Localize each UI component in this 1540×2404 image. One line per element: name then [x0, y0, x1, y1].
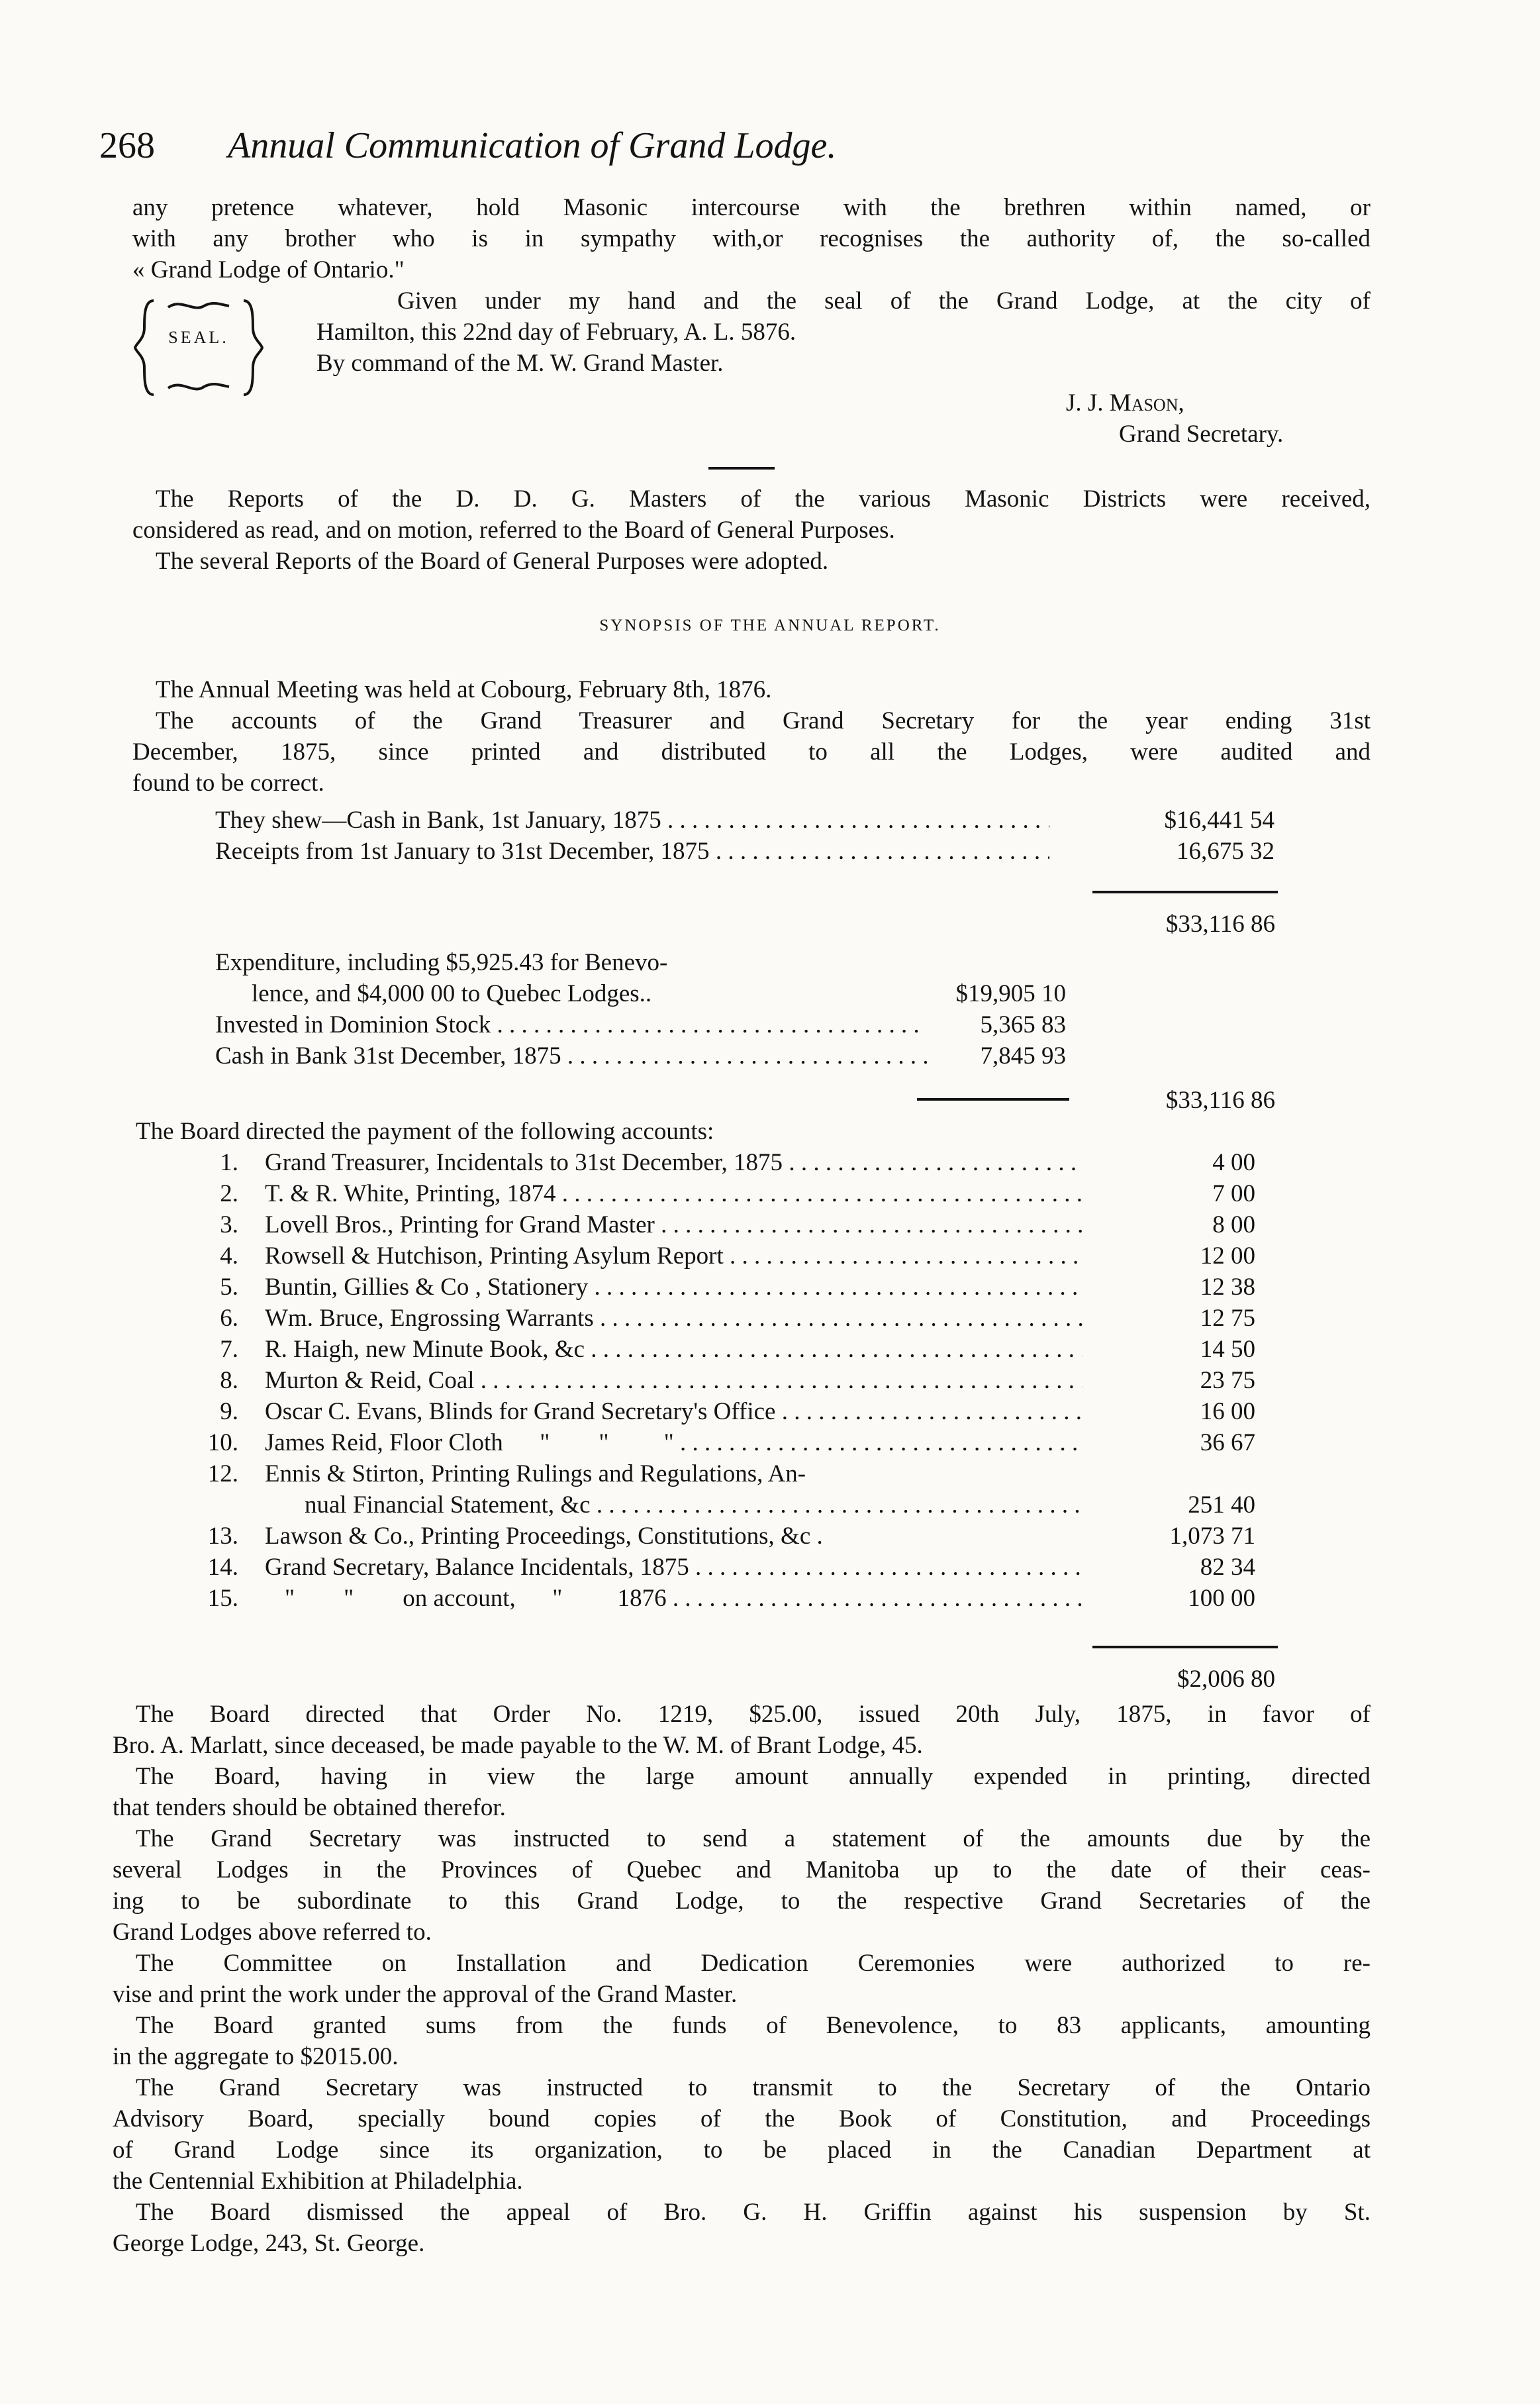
account-desc: Wm. Bruce, Engrossing Warrants . . . — [265, 1303, 1083, 1334]
account-row — [0, 1147, 1540, 1178]
receipts-cash-label: They shew—Cash in Bank, 1st January, 1875 . . . — [215, 805, 1049, 836]
account-number: 5. — [220, 1274, 238, 1301]
reports-line: The Reports of the D. D. G. Masters of the various Masonic Districts were received, — [156, 485, 1371, 513]
account-amount: 1,073 71 — [1169, 1523, 1255, 1550]
closing-line: The Board dismissed the appeal of Bro. G. H. Griffin against his suspension by St. — [136, 2199, 1371, 2226]
closing-line: Bro. A. Marlatt, since deceased, be made payable to the W. M. of Brant Lodge, 45. — [113, 1732, 923, 1759]
closing-line: Advisory Board, specially bound copies of the Book of Constitution, and Proceedings — [113, 2105, 1371, 2132]
closing-line: The Board directed that Order No. 1219, $25.00, issued 20th July, 1875, in favor of — [136, 1701, 1371, 1728]
sum-rule — [917, 1098, 1069, 1101]
receipts-cash-amount: $16,441 54 — [1164, 807, 1275, 834]
reports-line: The several Reports of the Board of General Purposes were adopted. — [156, 548, 829, 575]
account-desc: Ennis & Stirton, Printing Rulings and Regulations, An- — [265, 1460, 806, 1487]
account-row — [0, 1240, 1540, 1272]
page-number: 268 — [99, 125, 155, 166]
signature-title: Grand Secretary. — [1119, 421, 1284, 448]
accounts-intro: The Board directed the payment of the following accounts: — [136, 1118, 714, 1145]
closing-line: The Committee on Installation and Dedication Ceremonies were authorized to re- — [136, 1950, 1371, 1977]
account-amount: 12 38 — [1200, 1274, 1255, 1301]
account-number: 3. — [220, 1211, 238, 1238]
account-row — [0, 1178, 1540, 1209]
section-rule — [708, 467, 775, 470]
account-desc: " " on account, " 1876 . . . — [285, 1583, 1083, 1614]
receipts-period-label: Receipts from 1st January to 31st December, 1875 . . . — [215, 836, 1049, 867]
account-desc: nual Financial Statement, &c . . . — [305, 1489, 1083, 1521]
account-amount: 4 00 — [1212, 1149, 1255, 1176]
account-number: 2. — [220, 1180, 238, 1207]
invested-amount: 5,365 83 — [980, 1011, 1066, 1038]
cash-row — [215, 1040, 1066, 1072]
closing-line: in the aggregate to $2015.00. — [113, 2043, 399, 2070]
account-desc: T. & R. White, Printing, 1874 . . . — [265, 1178, 1083, 1209]
receipts-total-row — [215, 836, 1275, 867]
account-row — [0, 1458, 1540, 1489]
signature-name: J. J. Mason, — [1066, 389, 1184, 417]
given-line: By command of the M. W. Grand Master. — [316, 350, 724, 377]
receipts-cash-row — [215, 805, 1275, 836]
account-row — [0, 1334, 1540, 1365]
sum-rule — [1092, 1646, 1278, 1648]
account-row — [0, 1272, 1540, 1303]
closing-line: the Centennial Exhibition at Philadelphia. — [113, 2168, 523, 2195]
expenditure-amount: $19,905 10 — [955, 980, 1066, 1007]
closing-line: several Lodges in the Provinces of Quebec and Manitoba up to the date of their ceas- — [113, 1856, 1371, 1883]
account-amount: 23 75 — [1200, 1367, 1255, 1394]
given-line: Given under my hand and the seal of the Grand Lodge, at the city of — [397, 287, 1371, 315]
account-number: 4. — [220, 1242, 238, 1270]
invested-row — [215, 1009, 1066, 1040]
reports-line: considered as read, and on motion, referred to the Board of General Purposes. — [132, 517, 895, 544]
account-row — [0, 1396, 1540, 1427]
closing-line: of Grand Lodge since its organization, to be placed in the Canadian Department at — [113, 2136, 1371, 2164]
closing-line: that tenders should be obtained therefor. — [113, 1794, 506, 1821]
account-amount: 12 75 — [1200, 1305, 1255, 1332]
closing-line: George Lodge, 243, St. George. — [113, 2230, 425, 2257]
closing-line: ing to be subordinate to this Grand Lodge, to the respective Grand Secretaries of the — [113, 1887, 1371, 1915]
account-desc: Rowsell & Hutchison, Printing Asylum Report . . . — [265, 1240, 1083, 1272]
account-number: 6. — [220, 1305, 238, 1332]
account-amount: 36 67 — [1200, 1429, 1255, 1456]
account-desc: Grand Secretary, Balance Incidentals, 1875 . . . — [265, 1552, 1083, 1583]
top-paragraph-line: any pretence whatever, hold Masonic intercourse with the brethren within named, or — [132, 194, 1371, 221]
account-amount: 100 00 — [1188, 1585, 1255, 1612]
account-desc: R. Haigh, new Minute Book, &c . . . — [265, 1334, 1083, 1365]
closing-line: The Grand Secretary was instructed to transmit to the Secretary of the Ontario — [136, 2074, 1371, 2101]
accounts-line: The accounts of the Grand Treasurer and Grand Secretary for the year ending 31st — [156, 707, 1371, 734]
account-row — [0, 1489, 1540, 1521]
closing-line: The Board, having in view the large amount annually expended in printing, directed — [136, 1763, 1371, 1790]
account-number: 15. — [207, 1585, 238, 1612]
account-number: 14. — [207, 1554, 238, 1581]
top-paragraph-line: with any brother who is in sympathy with,or recognises the authority of, the so-called — [132, 225, 1371, 252]
accounts-line: December, 1875, since printed and distributed to all the Lodges, were audited and — [132, 738, 1371, 766]
account-row — [0, 1583, 1540, 1614]
account-amount: 16 00 — [1200, 1398, 1255, 1425]
account-number: 13. — [207, 1523, 238, 1550]
receipts-total: $33,116 86 — [1165, 911, 1275, 938]
account-number: 12. — [207, 1460, 238, 1487]
sum-rule — [1092, 891, 1278, 893]
account-amount: 12 00 — [1200, 1242, 1255, 1270]
meeting-line: The Annual Meeting was held at Cobourg, February 8th, 1876. — [156, 676, 772, 703]
account-desc: Oscar C. Evans, Blinds for Grand Secretary's Office . . . — [265, 1396, 1083, 1427]
account-number: 8. — [220, 1367, 238, 1394]
expenditure-line: Expenditure, including $5,925.43 for Benevo- — [215, 949, 668, 976]
receipts-period-amount: 16,675 32 — [1177, 838, 1275, 865]
given-line: Hamilton, this 22nd day of February, A. L. 5876. — [316, 319, 796, 346]
account-desc: Lawson & Co., Printing Proceedings, Constitutions, &c . — [265, 1523, 823, 1550]
account-row — [0, 1521, 1540, 1552]
cash-label: Cash in Bank 31st December, 1875 . . . — [215, 1040, 927, 1072]
expenditure-label: lence, and $4,000 00 to Quebec Lodges.. — [252, 980, 652, 1007]
account-desc: Murton & Reid, Coal . . . — [265, 1365, 1083, 1396]
top-paragraph-line: « Grand Lodge of Ontario." — [132, 256, 405, 283]
account-amount: 14 50 — [1200, 1336, 1255, 1363]
account-number: 10. — [207, 1429, 238, 1456]
seal-bracket-icon — [132, 291, 265, 404]
account-amount: 251 40 — [1188, 1491, 1255, 1519]
account-row — [0, 1427, 1540, 1458]
closing-line: The Board granted sums from the funds of Benevolence, to 83 applicants, amounting — [136, 2012, 1371, 2039]
account-desc: James Reid, Floor Cloth " " " . . . — [265, 1427, 1083, 1458]
running-head — [99, 125, 836, 167]
seal-label: SEAL. — [168, 328, 229, 347]
closing-line: Grand Lodges above referred to. — [113, 1919, 432, 1946]
account-desc: Lovell Bros., Printing for Grand Master . . . — [265, 1209, 1083, 1240]
invested-label: Invested in Dominion Stock . . . — [215, 1009, 927, 1040]
accounts-line: found to be correct. — [132, 770, 324, 797]
expenditure-total: $33,116 86 — [1165, 1087, 1275, 1114]
account-row — [0, 1365, 1540, 1396]
expenditure-row — [252, 978, 1066, 1009]
synopsis-heading: SYNOPSIS OF THE ANNUAL REPORT. — [599, 617, 941, 634]
accounts-total: $2,006 80 — [1177, 1666, 1275, 1693]
account-number: 9. — [220, 1398, 238, 1425]
account-row — [0, 1303, 1540, 1334]
cash-amount: 7,845 93 — [980, 1042, 1066, 1070]
account-desc: Grand Treasurer, Incidentals to 31st December, 1875 . . . — [265, 1147, 1083, 1178]
account-amount: 7 00 — [1212, 1180, 1255, 1207]
account-row — [0, 1209, 1540, 1240]
closing-line: The Grand Secretary was instructed to send a statement of the amounts due by the — [136, 1825, 1371, 1852]
account-amount: 8 00 — [1212, 1211, 1255, 1238]
account-number: 1. — [220, 1149, 238, 1176]
seal-mark — [132, 291, 265, 404]
account-desc: Buntin, Gillies & Co , Stationery . . . — [265, 1272, 1083, 1303]
account-number: 7. — [220, 1336, 238, 1363]
account-row — [0, 1552, 1540, 1583]
account-amount: 82 34 — [1200, 1554, 1255, 1581]
running-title: Annual Communication of Grand Lodge. — [228, 125, 837, 166]
closing-line: vise and print the work under the approval of the Grand Master. — [113, 1981, 738, 2008]
